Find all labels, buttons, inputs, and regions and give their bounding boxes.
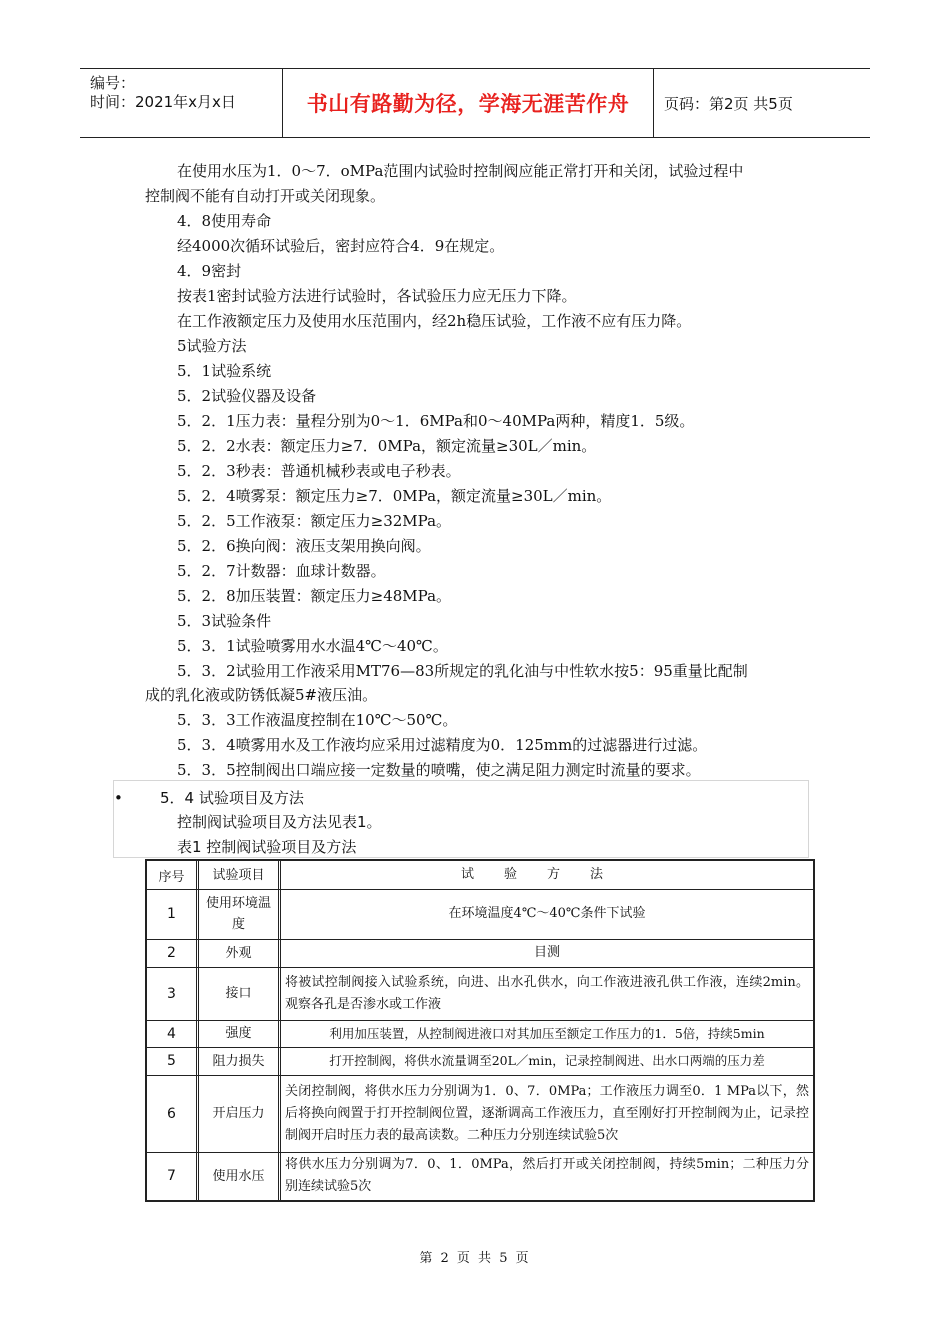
section-heading: 5．4 试验项目及方法 [160, 789, 304, 807]
page-footer: 第 2 页 共 5 页 [419, 1251, 531, 1266]
table-row [147, 1047, 813, 1076]
row-no: 1 [147, 889, 199, 939]
header-no: 序号 [147, 861, 199, 889]
test-items-table [145, 859, 815, 1202]
list-item: 5．3．4喷雾用水及工作液均应采用过滤精度为0．125mm的过滤器进行过滤。 [177, 736, 708, 754]
list-item: 5．2．8加压装置：额定压力≥48MPa。 [177, 587, 452, 605]
row-item: 外观 [199, 939, 281, 967]
table-row [147, 939, 813, 968]
page-header [80, 68, 870, 138]
row-no: 4 [147, 1020, 199, 1047]
list-item: 5．2．3秒表：普通机械秒表或电子秒表。 [177, 462, 461, 480]
table-title: 表1 控制阀试验项目及方法 [177, 838, 357, 856]
list-item: 成的乳化液或防锈低凝5#液压油。 [145, 686, 378, 704]
list-item: 5．2．5工作液泵：额定压力≥32MPa。 [177, 512, 452, 530]
bullet-icon: • [114, 789, 123, 807]
list-item: 5．2．6换向阀：液压支架用换向阀。 [177, 537, 431, 555]
header-method-cell [281, 861, 813, 889]
list-item: 5．2．7计数器：血球计数器。 [177, 562, 386, 580]
time-label: 时间：2021年x月x日 [90, 93, 236, 111]
page-info: 页码：第2页 共5页 [664, 94, 793, 113]
paragraph-line: 在使用水压为1．0～7．oMPa范围内试验时控制阀应能正常打开和关闭，试验过程中 [177, 162, 744, 180]
list-item: 5．2．4喷雾泵：额定压力≥7．0MPa，额定流量≥30L／min。 [177, 487, 612, 505]
row-no: 3 [147, 967, 199, 1020]
list-item: 5．2．1压力表：量程分别为0～1．6MPa和0～40MPa两种，精度1．5级。 [177, 412, 695, 430]
row-method: 打开控制阀，将供水流量调至20L／min，记录控制阀进、出水口两端的压力差 [329, 1053, 765, 1068]
number-label: 编号： [90, 74, 136, 92]
section-heading: 4．8使用寿命 [177, 212, 272, 230]
row-no: 6 [147, 1075, 199, 1152]
list-item: 5．3．3工作液温度控制在10℃～50℃。 [177, 711, 458, 729]
row-item: 强度 [199, 1020, 281, 1047]
list-item: 5．3．2试验用工作液采用MT76—83所规定的乳化油与中性软水按5：95重量比配制 [177, 662, 748, 680]
row-method: 目测 [533, 945, 560, 960]
header-motto: 书山有路勤为径，学海无涯苦作舟 [283, 69, 654, 137]
list-item: 5．2．2水表：额定压力≥7．0MPa，额定流量≥30L／min。 [177, 437, 597, 455]
table-row [147, 1020, 813, 1048]
row-item: 使用水压 [199, 1152, 281, 1200]
header-method: 试验方法 [460, 867, 633, 882]
section-heading: 4．9密封 [177, 262, 242, 280]
list-item: 5．3．5控制阀出口端应接一定数量的喷嘴，使之满足阻力测定时流量的要求。 [177, 761, 701, 779]
row-item: 接口 [199, 967, 281, 1020]
row-no: 2 [147, 939, 199, 967]
list-item: 5．3．1试验喷雾用水水温4℃～40℃。 [177, 637, 448, 655]
table-row [147, 967, 813, 1021]
paragraph-line: 在工作液额定压力及使用水压范围内，经2h稳压试验，工作液不应有压力降。 [177, 312, 692, 330]
row-no: 7 [147, 1152, 199, 1200]
section-heading: 5试验方法 [177, 337, 247, 355]
row-item: 使用环境温度 [199, 889, 281, 939]
section-heading: 5．2试验仪器及设备 [177, 387, 317, 405]
row-method: 利用加压装置，从控制阀进液口对其加压至额定工作压力的1．5倍，持续5min [329, 1025, 765, 1041]
row-item: 阻力损失 [199, 1047, 281, 1075]
paragraph-line: 控制阀不能有自动打开或关闭现象。 [145, 187, 386, 205]
row-no: 5 [147, 1047, 199, 1075]
paragraph-line: 按表1密封试验方法进行试验时，各试验压力应无压力下降。 [177, 287, 577, 305]
row-method: 将供水压力分别调为7．0、1．0MPa，然后打开或关闭控制阀，持续5min；二种压力分别连续试验5次 [285, 1157, 809, 1194]
table-row [147, 1152, 813, 1200]
header-meta [80, 69, 283, 137]
section-heading: 5．1试验系统 [177, 362, 272, 380]
row-item: 开启压力 [199, 1075, 281, 1152]
table-row [147, 1075, 813, 1153]
row-method: 在环境温度4℃～40℃条件下试验 [448, 906, 646, 921]
row-method: 关闭控制阀，将供水压力分别调为1．0、7．0MPa；工作液压力调至0．1 MPa以下，然后将换向阀置于打开控制阀位置，逐渐调高工作液压力，直至刚好打开控制阀为止，记录控制阀开启时压力表的最高读数。二种压力分别连续试验5次 [285, 1083, 809, 1143]
section-heading: 5．3试验条件 [177, 612, 272, 630]
paragraph-line: 控制阀试验项目及方法见表1。 [177, 813, 382, 831]
table-header-row [147, 861, 813, 890]
header-item: 试验项目 [199, 861, 281, 889]
row-method: 将被试控制阀接入试验系统，向进、出水孔供水，向工作液进液孔供工作液，连续2min。观察各孔是否渗水或工作液 [285, 974, 809, 1012]
table-row [147, 889, 813, 940]
paragraph-line: 经4000次循环试验后，密封应符合4．9在规定。 [177, 237, 505, 255]
